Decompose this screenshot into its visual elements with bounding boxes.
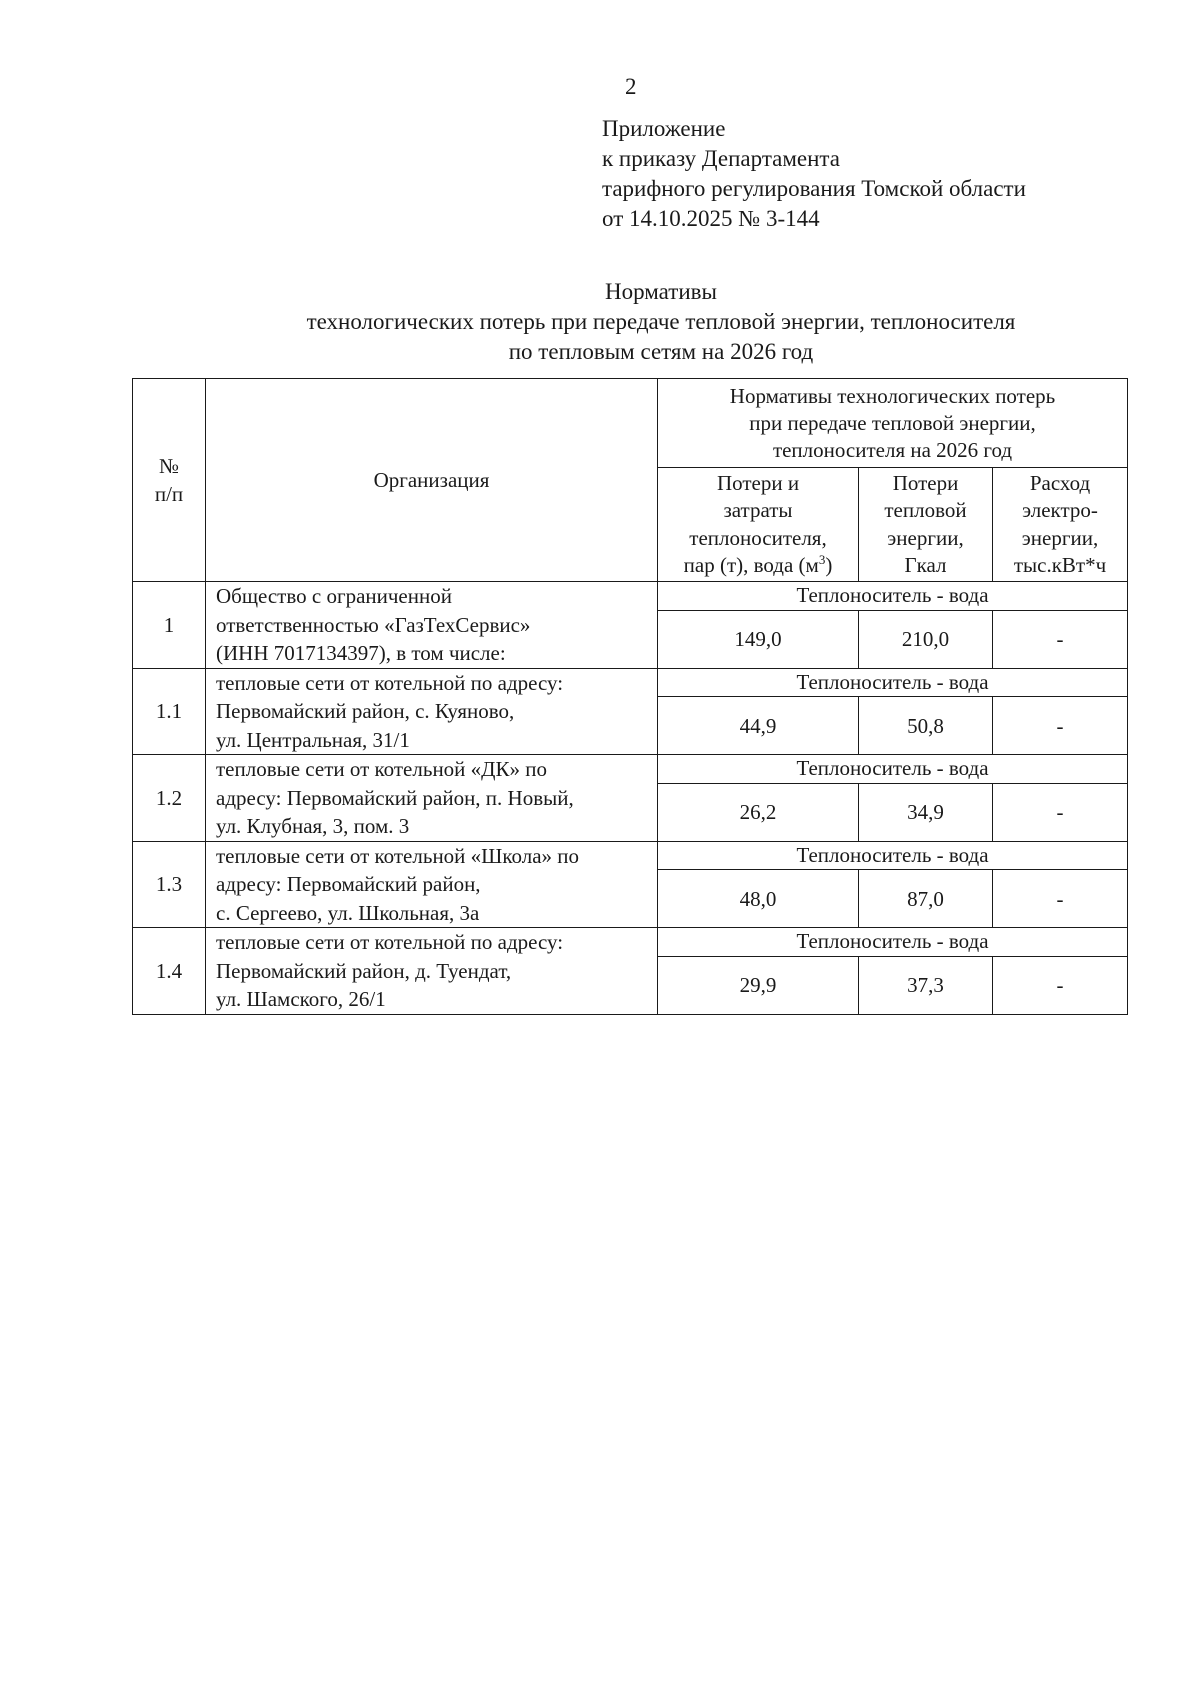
header-line	[662, 552, 854, 580]
header-line: тыс.кВт*ч	[1013, 553, 1107, 577]
org-line: тепловые сети от котельной по адресу:	[216, 930, 564, 954]
row-carrier-type: Теплоноситель - вода	[658, 841, 1128, 870]
header-norms-group	[658, 379, 1128, 468]
header-number-symbol: №	[158, 454, 180, 478]
header-group-line: Нормативы технологических потерь	[729, 383, 1056, 408]
org-line: тепловые сети от котельной «Школа» по	[216, 843, 579, 868]
value-heat-losses: 210,0	[859, 610, 993, 668]
org-line: ул. Шамского, 26/1	[216, 987, 386, 1011]
value-carrier-losses: 48,0	[658, 870, 859, 928]
header-line: Потери	[892, 470, 959, 495]
header-carrier-losses	[658, 468, 859, 582]
appendix-date-number: от 14.10.2025 № 3-144	[602, 206, 820, 231]
header-line: электро-	[1022, 498, 1098, 522]
row-organization	[206, 668, 658, 755]
header-heat-losses	[859, 468, 993, 582]
org-line: (ИНН 7017134397), в том числе:	[216, 641, 506, 665]
row-number: 1	[133, 582, 206, 669]
value-heat-losses: 34,9	[859, 783, 993, 841]
title-line: технологических потерь при передаче тепловой энергии, теплоносителя	[306, 309, 1016, 334]
table-row	[133, 582, 1128, 611]
value-carrier-losses: 26,2	[658, 783, 859, 841]
org-line: адресу: Первомайский район, п. Новый,	[216, 785, 574, 810]
title-line: по тепловым сетям на 2026 год	[508, 339, 814, 364]
header-line: теплоносителя,	[689, 525, 827, 550]
header-unit-text: пар (т), вода (м	[683, 553, 819, 577]
header-number-abbr: п/п	[154, 482, 184, 506]
table-row	[133, 928, 1128, 957]
org-line: Первомайский район, с. Куяново,	[216, 699, 515, 723]
document-title	[0, 277, 1200, 367]
header-group-line: при передаче тепловой энергии,	[749, 410, 1036, 435]
value-carrier-losses: 29,9	[658, 956, 859, 1014]
row-organization	[206, 582, 658, 669]
value-electricity: -	[993, 697, 1128, 755]
header-line: Расход	[1029, 470, 1091, 495]
table-row	[133, 841, 1128, 870]
norms-table	[132, 378, 1128, 1015]
org-line: тепловые сети от котельной «ДК» по	[216, 757, 547, 781]
header-electricity	[993, 468, 1128, 582]
header-line: энергии,	[1021, 525, 1099, 550]
header-line: Потери и	[716, 470, 800, 495]
page-number: 2	[625, 74, 637, 99]
value-electricity: -	[993, 783, 1128, 841]
row-carrier-type: Теплоноситель - вода	[658, 582, 1128, 611]
appendix-line: тарифного регулирования Томской области	[602, 176, 1026, 201]
org-line: с. Сергеево, ул. Школьная, 3а	[216, 900, 480, 925]
header-number-cell	[133, 379, 206, 582]
org-line: адресу: Первомайский район,	[216, 872, 481, 896]
appendix-line: Приложение	[602, 116, 726, 141]
title-line: Нормативы	[605, 279, 717, 304]
row-organization	[206, 841, 658, 928]
value-carrier-losses: 44,9	[658, 697, 859, 755]
value-heat-losses: 37,3	[859, 956, 993, 1014]
value-electricity: -	[993, 610, 1128, 668]
row-carrier-type: Теплоноситель - вода	[658, 755, 1128, 784]
header-unit-superscript: 3	[818, 552, 826, 567]
value-carrier-losses: 149,0	[658, 610, 859, 668]
header-line: энергии,	[887, 525, 964, 550]
appendix-block	[602, 114, 1026, 234]
appendix-line: к приказу Департамента	[602, 146, 840, 171]
row-carrier-type: Теплоноситель - вода	[658, 668, 1128, 697]
row-organization	[206, 755, 658, 842]
table-row	[133, 668, 1128, 697]
row-number: 1.2	[133, 755, 206, 842]
row-number: 1.3	[133, 841, 206, 928]
header-group-line: теплоносителя на 2026 год	[772, 437, 1013, 462]
org-line: ответственностью «ГазТехСервис»	[216, 612, 531, 637]
org-line: ул. Центральная, 31/1	[216, 727, 410, 752]
org-line: Общество с ограниченной	[216, 584, 452, 608]
value-heat-losses: 50,8	[859, 697, 993, 755]
table-header-row	[133, 379, 1128, 468]
header-unit-close: )	[825, 553, 833, 577]
row-carrier-type: Теплоноситель - вода	[658, 928, 1128, 957]
row-organization	[206, 928, 658, 1015]
row-number: 1.1	[133, 668, 206, 755]
header-line: тепловой	[884, 498, 967, 522]
row-number: 1.4	[133, 928, 206, 1015]
org-line: тепловые сети от котельной по адресу:	[216, 670, 564, 695]
value-electricity: -	[993, 870, 1128, 928]
value-electricity: -	[993, 956, 1128, 1014]
value-heat-losses: 87,0	[859, 870, 993, 928]
org-line: Первомайский район, д. Туендат,	[216, 958, 512, 983]
org-line: ул. Клубная, 3, пом. 3	[216, 814, 410, 838]
header-organization: Организация	[206, 379, 658, 582]
header-line: затраты	[723, 498, 793, 522]
table-row	[133, 755, 1128, 784]
header-line: Гкал	[904, 553, 947, 577]
